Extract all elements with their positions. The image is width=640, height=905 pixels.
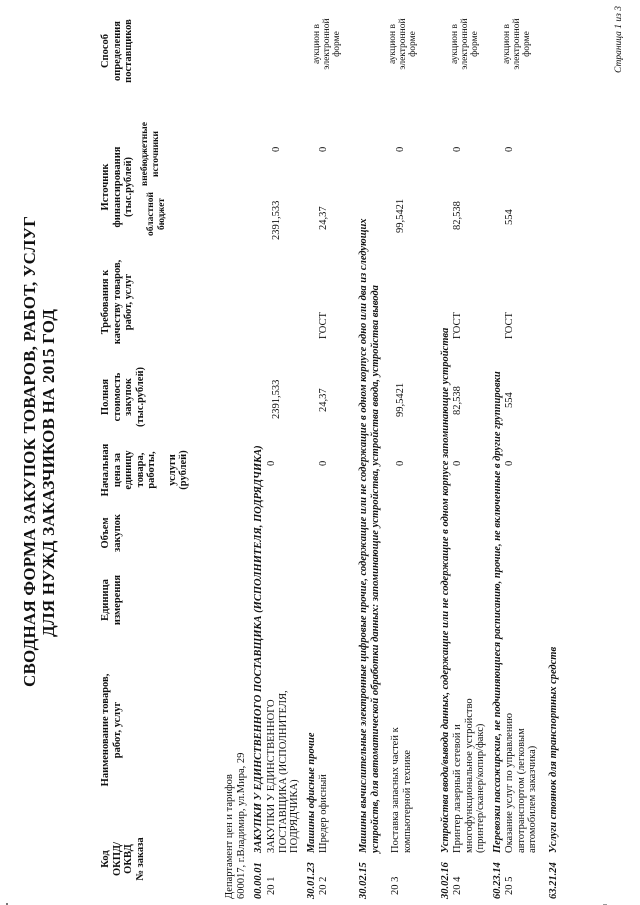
header-total: Полная стоимость закупок (тыс.рублей) (100, 366, 146, 428)
item-code: 20 3 (390, 876, 401, 895)
item-code: 20 5 (504, 876, 515, 895)
header-start-price: Начальная цена за единицу товара, работы, услуги (рублей) (100, 443, 189, 497)
section-code: 30.02.16 (440, 862, 451, 899)
section-title: Машины вычислительные электронные цифровые прочие, содержащие или не содержащие в одном корпусе одно или два из следующих (358, 218, 369, 853)
item-extra: 0 (318, 146, 329, 152)
header-name: Наименование товаров, работ, услуг (100, 673, 123, 787)
section-title: Перевозки пассажирские, не подчиняющиеся расписанию, прочие, не включенные в другие группировки (492, 371, 503, 853)
item-start-price: 0 (395, 460, 406, 466)
section-title-cont: устройств, для автоматической обработки данных: запоминающие устройства, устройства ввода, устройства вывода (370, 285, 381, 853)
item-budget: 99,5421 (395, 198, 406, 233)
item-name: Оказание услуг по управлению автотранспортом (легковым автомобилем заказчика) (504, 713, 538, 853)
header-volume: Объем закупок (100, 514, 123, 552)
item-extra: 0 (504, 146, 515, 152)
section-code: 30.01.23 (306, 862, 317, 899)
section-title: Машины офисные прочие (306, 732, 317, 853)
section-title: Услуги стоянок для транспортных средств (548, 646, 559, 853)
item-name: ЗАКУПКИ У ЕДИНСТВЕННОГО ПОСТАВЩИКА (ИСПОЛНИТЕЛЯ, ПОДРЯДЧИКА) (266, 690, 300, 853)
page-number: Страница 1 из 3 (614, 6, 624, 73)
header-unit: Единица измерения (100, 574, 123, 626)
header-source: Источник финансирования (тыс.рублей) (100, 146, 134, 228)
item-start-price: 0 (318, 460, 329, 466)
item-start-price: 0 (504, 460, 515, 466)
item-start-price: 0 (452, 460, 463, 466)
customer-address: 600017, г.Владимир, ул.Мира, 29 (236, 752, 247, 899)
item-total: 554 (504, 392, 515, 408)
item-requirements: ГОСТ (318, 312, 329, 339)
item-extra: 0 (271, 146, 282, 152)
item-total: 24,37 (318, 388, 329, 412)
item-code: 20 2 (318, 876, 329, 895)
item-name: Поставка запасных частей к компьютерной технике (390, 727, 413, 853)
header-source-budget: областной бюджет (146, 192, 167, 236)
item-budget: 24,37 (318, 206, 329, 230)
item-budget: 2391,533 (271, 200, 282, 240)
item-start-price: 0 (266, 460, 277, 466)
item-total: 2391,533 (271, 379, 282, 419)
item-method: аукцион в электронной форме (450, 18, 480, 70)
item-budget: 82,538 (452, 201, 463, 230)
header-requirements: Требования к качеству товаров, работ, услуг (100, 259, 134, 345)
item-method: аукцион в электронной форме (502, 18, 532, 70)
item-method: аукцион в электронной форме (388, 18, 418, 70)
section-code: 30.02.15 (358, 862, 369, 899)
document-title-line1: СВОДНАЯ ФОРМА ЗАКУПОК ТОВАРОВ, РАБОТ, УСЛУГ (20, 215, 39, 687)
document-title-line2: ДЛЯ НУЖД ЗАКАЗЧИКОВ НА 2015 ГОД (39, 308, 58, 637)
item-code: 20 1 (266, 876, 277, 895)
section-title: ЗАКУПКИ У ЕДИНСТВЕННОГО ПОСТАВЩИКА (ИСПОЛНИТЕЛЯ, ПОДРЯДЧИКА) (253, 445, 264, 853)
item-requirements: ГОСТ (504, 312, 515, 339)
header-code: Код ОКПД/ ОКВД № заказа (100, 837, 146, 881)
item-total: 99,5421 (395, 382, 406, 417)
header-method: Способ определения поставщиков (100, 19, 134, 83)
item-extra: 0 (395, 146, 406, 152)
item-code: 20 4 (452, 876, 463, 895)
item-name: Принтер лазерный сетевой и многофункциональное устройство (принтер/сканер/копир/факс) (452, 698, 486, 853)
header-source-extra: внебюджетные источники (140, 122, 161, 186)
item-requirements: ГОСТ (452, 312, 463, 339)
item-total: 82,538 (452, 386, 463, 415)
item-name: Шредер офисный (318, 774, 329, 853)
section-title: Устройства ввода/вывода данных, содержащие или не содержащие в одном корпусе запоминающие устройства (440, 327, 451, 853)
item-extra: 0 (452, 146, 463, 152)
item-budget: 554 (504, 209, 515, 225)
section-code: 63.21.24 (548, 862, 559, 899)
customer-name: Департамент цен и тарифов (224, 774, 235, 899)
section-code: 60.23.14 (492, 862, 503, 899)
item-method: аукцион в электронной форме (312, 18, 342, 70)
section-code: 00.00.01 (253, 862, 264, 899)
